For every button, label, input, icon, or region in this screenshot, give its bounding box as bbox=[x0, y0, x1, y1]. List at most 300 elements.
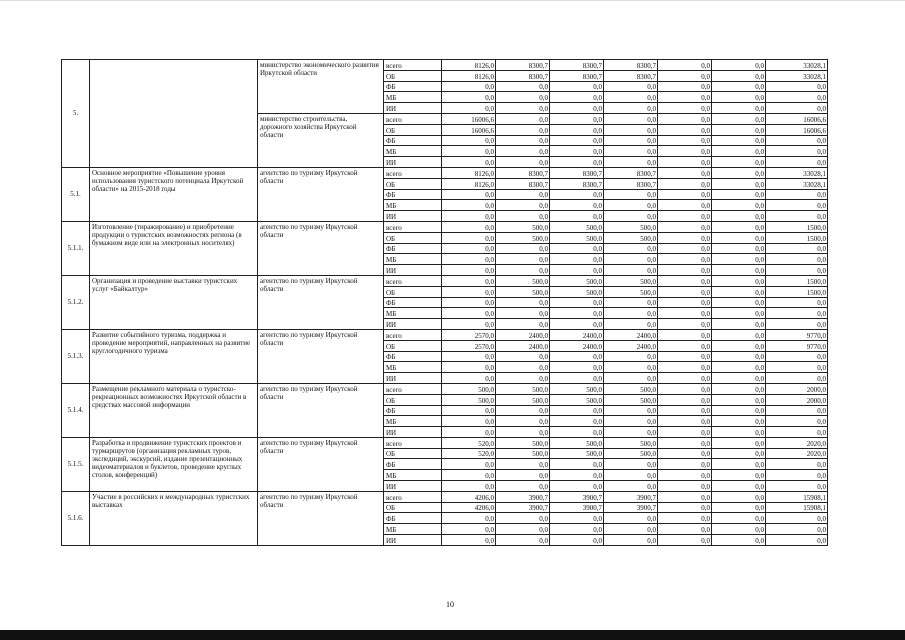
amount-cell: 0,0 bbox=[658, 167, 712, 178]
amount-cell: 0,0 bbox=[658, 286, 712, 297]
funding-source: всего bbox=[384, 437, 442, 448]
amount-cell: 1500,0 bbox=[766, 275, 828, 286]
amount-cell: 500,0 bbox=[496, 437, 550, 448]
amount-cell: 0,0 bbox=[766, 362, 828, 373]
funding-source: МБ bbox=[384, 92, 442, 103]
scan-bottom-edge bbox=[0, 630, 905, 640]
amount-cell: 8300,7 bbox=[550, 60, 604, 71]
amount-cell: 0,0 bbox=[658, 157, 712, 168]
amount-cell: 0,0 bbox=[496, 373, 550, 384]
amount-cell: 500,0 bbox=[604, 232, 658, 243]
table-row bbox=[62, 167, 828, 178]
amount-cell: 0,0 bbox=[658, 113, 712, 124]
amount-cell: 0,0 bbox=[658, 524, 712, 535]
amount-cell: 0,0 bbox=[658, 243, 712, 254]
amount-cell: 0,0 bbox=[442, 535, 496, 546]
amount-cell: 0,0 bbox=[550, 254, 604, 265]
event-name: Размещение рекламного материала о туристско-рекреационных возможностях Иркутской области в средствах массовой информации bbox=[90, 383, 258, 437]
row-number: 5.1.1. bbox=[62, 221, 90, 275]
amount-cell: 0,0 bbox=[496, 513, 550, 524]
funding-source: всего bbox=[384, 60, 442, 71]
funding-source: МБ bbox=[384, 416, 442, 427]
amount-cell: 8300,7 bbox=[550, 178, 604, 189]
amount-cell: 0,0 bbox=[658, 221, 712, 232]
amount-cell: 33028,1 bbox=[766, 60, 828, 71]
funding-source: всего bbox=[384, 275, 442, 286]
amount-cell: 0,0 bbox=[712, 167, 766, 178]
amount-cell: 0,0 bbox=[496, 243, 550, 254]
executor-name: агентство по туризму Иркутской области bbox=[258, 383, 384, 437]
amount-cell: 0,0 bbox=[604, 211, 658, 222]
row-number: 5. bbox=[62, 60, 90, 168]
amount-cell: 0,0 bbox=[658, 60, 712, 71]
amount-cell: 0,0 bbox=[496, 427, 550, 438]
amount-cell: 0,0 bbox=[604, 124, 658, 135]
amount-cell: 0,0 bbox=[496, 113, 550, 124]
amount-cell: 0,0 bbox=[550, 135, 604, 146]
funding-source: всего bbox=[384, 113, 442, 124]
amount-cell: 1500,0 bbox=[766, 221, 828, 232]
amount-cell: 0,0 bbox=[496, 416, 550, 427]
amount-cell: 0,0 bbox=[604, 157, 658, 168]
funding-source: ИИ bbox=[384, 103, 442, 114]
amount-cell: 0,0 bbox=[550, 243, 604, 254]
amount-cell: 0,0 bbox=[550, 113, 604, 124]
amount-cell: 0,0 bbox=[766, 254, 828, 265]
funding-source: ФБ bbox=[384, 81, 442, 92]
amount-cell: 8300,7 bbox=[604, 167, 658, 178]
row-number: 5.1.2. bbox=[62, 275, 90, 329]
amount-cell: 0,0 bbox=[712, 146, 766, 157]
amount-cell: 0,0 bbox=[658, 319, 712, 330]
amount-cell: 0,0 bbox=[442, 103, 496, 114]
amount-cell: 0,0 bbox=[658, 308, 712, 319]
funding-source: ОБ bbox=[384, 340, 442, 351]
amount-cell: 0,0 bbox=[658, 200, 712, 211]
amount-cell: 500,0 bbox=[496, 394, 550, 405]
amount-cell: 0,0 bbox=[496, 319, 550, 330]
table-row bbox=[62, 383, 828, 394]
amount-cell: 0,0 bbox=[766, 319, 828, 330]
amount-cell: 8300,7 bbox=[604, 60, 658, 71]
amount-cell: 0,0 bbox=[766, 135, 828, 146]
amount-cell: 500,0 bbox=[604, 448, 658, 459]
funding-source: МБ bbox=[384, 200, 442, 211]
table-row bbox=[62, 437, 828, 448]
budget-table bbox=[61, 59, 828, 546]
amount-cell: 0,0 bbox=[766, 81, 828, 92]
amount-cell: 500,0 bbox=[550, 394, 604, 405]
amount-cell: 500,0 bbox=[550, 286, 604, 297]
amount-cell: 0,0 bbox=[604, 243, 658, 254]
amount-cell: 500,0 bbox=[496, 448, 550, 459]
amount-cell: 0,0 bbox=[658, 297, 712, 308]
funding-source: ОБ bbox=[384, 502, 442, 513]
amount-cell: 0,0 bbox=[766, 373, 828, 384]
funding-source: ОБ bbox=[384, 394, 442, 405]
amount-cell: 0,0 bbox=[496, 124, 550, 135]
amount-cell: 0,0 bbox=[658, 103, 712, 114]
funding-source: ИИ bbox=[384, 211, 442, 222]
amount-cell: 0,0 bbox=[658, 416, 712, 427]
amount-cell: 0,0 bbox=[442, 319, 496, 330]
amount-cell: 0,0 bbox=[658, 329, 712, 340]
amount-cell: 0,0 bbox=[442, 459, 496, 470]
amount-cell: 0,0 bbox=[712, 405, 766, 416]
amount-cell: 9770,0 bbox=[766, 329, 828, 340]
amount-cell: 0,0 bbox=[604, 92, 658, 103]
amount-cell: 500,0 bbox=[604, 394, 658, 405]
amount-cell: 0,0 bbox=[604, 254, 658, 265]
amount-cell: 0,0 bbox=[442, 362, 496, 373]
amount-cell: 0,0 bbox=[658, 92, 712, 103]
funding-source: ИИ bbox=[384, 427, 442, 438]
amount-cell: 0,0 bbox=[712, 329, 766, 340]
amount-cell: 2400,0 bbox=[496, 329, 550, 340]
amount-cell: 0,0 bbox=[496, 405, 550, 416]
amount-cell: 0,0 bbox=[658, 351, 712, 362]
amount-cell: 8300,7 bbox=[496, 167, 550, 178]
funding-source: всего bbox=[384, 167, 442, 178]
amount-cell: 0,0 bbox=[604, 113, 658, 124]
amount-cell: 0,0 bbox=[712, 362, 766, 373]
amount-cell: 0,0 bbox=[442, 275, 496, 286]
event-name: Разработка и продвижение туристских проектов и турмаршрутов (организация рекламных туров, экспедиций, экскурсий, издание презентационных видеоматериалов и буклетов, проведение круглых столов, конференций) bbox=[90, 437, 258, 491]
amount-cell: 0,0 bbox=[604, 189, 658, 200]
amount-cell: 0,0 bbox=[658, 427, 712, 438]
amount-cell: 0,0 bbox=[442, 416, 496, 427]
amount-cell: 2570,0 bbox=[442, 340, 496, 351]
amount-cell: 16006,6 bbox=[766, 124, 828, 135]
amount-cell: 0,0 bbox=[604, 470, 658, 481]
amount-cell: 0,0 bbox=[442, 243, 496, 254]
amount-cell: 0,0 bbox=[550, 513, 604, 524]
funding-source: ФБ bbox=[384, 459, 442, 470]
amount-cell: 2400,0 bbox=[604, 340, 658, 351]
event-name: Организация и проведение выставки туристских услуг «Байкалтур» bbox=[90, 275, 258, 329]
funding-source: МБ bbox=[384, 470, 442, 481]
amount-cell: 0,0 bbox=[604, 146, 658, 157]
funding-source: МБ bbox=[384, 524, 442, 535]
amount-cell: 0,0 bbox=[550, 351, 604, 362]
amount-cell: 1500,0 bbox=[766, 286, 828, 297]
amount-cell: 0,0 bbox=[658, 362, 712, 373]
amount-cell: 0,0 bbox=[604, 513, 658, 524]
amount-cell: 8300,7 bbox=[496, 60, 550, 71]
amount-cell: 0,0 bbox=[442, 470, 496, 481]
amount-cell: 0,0 bbox=[712, 524, 766, 535]
funding-source: МБ bbox=[384, 308, 442, 319]
amount-cell: 8126,0 bbox=[442, 178, 496, 189]
funding-source: ФБ bbox=[384, 351, 442, 362]
amount-cell: 0,0 bbox=[604, 416, 658, 427]
executor-name: агентство по туризму Иркутской области bbox=[258, 167, 384, 221]
funding-source: ФБ bbox=[384, 189, 442, 200]
amount-cell: 0,0 bbox=[766, 103, 828, 114]
amount-cell: 500,0 bbox=[442, 394, 496, 405]
funding-source: ФБ bbox=[384, 405, 442, 416]
amount-cell: 0,0 bbox=[766, 265, 828, 276]
amount-cell: 0,0 bbox=[550, 470, 604, 481]
amount-cell: 0,0 bbox=[604, 524, 658, 535]
amount-cell: 0,0 bbox=[712, 427, 766, 438]
amount-cell: 500,0 bbox=[604, 221, 658, 232]
amount-cell: 520,0 bbox=[442, 437, 496, 448]
executor-name: министерство строительства, дорожного хозяйства Иркутской области bbox=[258, 113, 384, 167]
funding-source: ИИ bbox=[384, 481, 442, 492]
amount-cell: 0,0 bbox=[442, 254, 496, 265]
amount-cell: 0,0 bbox=[550, 189, 604, 200]
amount-cell: 0,0 bbox=[442, 405, 496, 416]
amount-cell: 0,0 bbox=[604, 535, 658, 546]
amount-cell: 0,0 bbox=[766, 211, 828, 222]
amount-cell: 0,0 bbox=[550, 146, 604, 157]
amount-cell: 0,0 bbox=[604, 297, 658, 308]
amount-cell: 3900,7 bbox=[550, 502, 604, 513]
amount-cell: 3900,7 bbox=[550, 491, 604, 502]
amount-cell: 0,0 bbox=[658, 491, 712, 502]
amount-cell: 0,0 bbox=[496, 135, 550, 146]
table-row bbox=[62, 329, 828, 340]
amount-cell: 3900,7 bbox=[604, 491, 658, 502]
amount-cell: 0,0 bbox=[550, 308, 604, 319]
amount-cell: 0,0 bbox=[550, 157, 604, 168]
amount-cell: 0,0 bbox=[712, 211, 766, 222]
amount-cell: 0,0 bbox=[496, 92, 550, 103]
executor-name: министерство экономического развития Иркутской области bbox=[258, 60, 384, 114]
amount-cell: 0,0 bbox=[442, 81, 496, 92]
amount-cell: 0,0 bbox=[712, 459, 766, 470]
amount-cell: 16006,6 bbox=[766, 113, 828, 124]
amount-cell: 33028,1 bbox=[766, 167, 828, 178]
amount-cell: 0,0 bbox=[496, 351, 550, 362]
amount-cell: 0,0 bbox=[496, 146, 550, 157]
amount-cell: 0,0 bbox=[712, 92, 766, 103]
amount-cell: 8300,7 bbox=[496, 178, 550, 189]
amount-cell: 33028,1 bbox=[766, 178, 828, 189]
amount-cell: 0,0 bbox=[496, 535, 550, 546]
amount-cell: 0,0 bbox=[442, 481, 496, 492]
page-number: 10 bbox=[446, 600, 454, 609]
amount-cell: 0,0 bbox=[604, 351, 658, 362]
event-name: Изготовление (тиражирование) и приобретение продукции о туристских возможностях региона (в бумажном виде или на электронных носителях) bbox=[90, 221, 258, 275]
amount-cell: 500,0 bbox=[496, 275, 550, 286]
amount-cell: 0,0 bbox=[766, 459, 828, 470]
amount-cell: 0,0 bbox=[496, 362, 550, 373]
amount-cell: 3900,7 bbox=[496, 502, 550, 513]
amount-cell: 0,0 bbox=[712, 297, 766, 308]
amount-cell: 0,0 bbox=[712, 81, 766, 92]
funding-source: ОБ bbox=[384, 70, 442, 81]
table-body bbox=[62, 60, 828, 546]
amount-cell: 2000,0 bbox=[766, 383, 828, 394]
amount-cell: 0,0 bbox=[712, 70, 766, 81]
amount-cell: 500,0 bbox=[550, 383, 604, 394]
funding-source: ОБ bbox=[384, 178, 442, 189]
amount-cell: 9770,0 bbox=[766, 340, 828, 351]
amount-cell: 0,0 bbox=[712, 157, 766, 168]
table-row bbox=[62, 60, 828, 71]
amount-cell: 500,0 bbox=[496, 232, 550, 243]
page-top-edge bbox=[0, 0, 905, 1]
amount-cell: 0,0 bbox=[766, 524, 828, 535]
amount-cell: 0,0 bbox=[658, 178, 712, 189]
amount-cell: 0,0 bbox=[604, 319, 658, 330]
amount-cell: 0,0 bbox=[658, 535, 712, 546]
funding-source: всего bbox=[384, 329, 442, 340]
funding-source: ФБ bbox=[384, 243, 442, 254]
amount-cell: 3900,7 bbox=[604, 502, 658, 513]
amount-cell: 500,0 bbox=[604, 275, 658, 286]
amount-cell: 0,0 bbox=[658, 513, 712, 524]
amount-cell: 0,0 bbox=[712, 502, 766, 513]
amount-cell: 0,0 bbox=[604, 200, 658, 211]
funding-source: ФБ bbox=[384, 297, 442, 308]
amount-cell: 0,0 bbox=[604, 265, 658, 276]
amount-cell: 0,0 bbox=[442, 513, 496, 524]
amount-cell: 0,0 bbox=[712, 448, 766, 459]
row-number: 5.1.3. bbox=[62, 329, 90, 383]
amount-cell: 0,0 bbox=[658, 502, 712, 513]
amount-cell: 15908,1 bbox=[766, 502, 828, 513]
amount-cell: 0,0 bbox=[550, 459, 604, 470]
amount-cell: 15908,1 bbox=[766, 491, 828, 502]
amount-cell: 0,0 bbox=[496, 81, 550, 92]
amount-cell: 2400,0 bbox=[496, 340, 550, 351]
amount-cell: 0,0 bbox=[658, 383, 712, 394]
amount-cell: 0,0 bbox=[712, 103, 766, 114]
amount-cell: 0,0 bbox=[712, 265, 766, 276]
event-name bbox=[90, 60, 258, 168]
amount-cell: 0,0 bbox=[658, 265, 712, 276]
amount-cell: 500,0 bbox=[496, 383, 550, 394]
amount-cell: 0,0 bbox=[658, 470, 712, 481]
amount-cell: 520,0 bbox=[442, 448, 496, 459]
amount-cell: 0,0 bbox=[658, 448, 712, 459]
amount-cell: 0,0 bbox=[496, 103, 550, 114]
event-name: Основное мероприятие «Повышение уровня использования туристского потенциала Иркутской области» на 2015-2018 годы bbox=[90, 167, 258, 221]
amount-cell: 0,0 bbox=[442, 135, 496, 146]
amount-cell: 0,0 bbox=[442, 200, 496, 211]
amount-cell: 0,0 bbox=[712, 383, 766, 394]
amount-cell: 2400,0 bbox=[550, 340, 604, 351]
table-row bbox=[62, 221, 828, 232]
amount-cell: 0,0 bbox=[712, 394, 766, 405]
amount-cell: 0,0 bbox=[550, 481, 604, 492]
amount-cell: 500,0 bbox=[550, 275, 604, 286]
amount-cell: 0,0 bbox=[496, 481, 550, 492]
amount-cell: 0,0 bbox=[766, 146, 828, 157]
amount-cell: 0,0 bbox=[550, 200, 604, 211]
amount-cell: 0,0 bbox=[712, 340, 766, 351]
funding-source: ОБ bbox=[384, 124, 442, 135]
amount-cell: 0,0 bbox=[658, 189, 712, 200]
amount-cell: 0,0 bbox=[604, 362, 658, 373]
amount-cell: 0,0 bbox=[496, 189, 550, 200]
row-number: 5.1.4. bbox=[62, 383, 90, 437]
executor-name: агентство по туризму Иркутской области bbox=[258, 221, 384, 275]
amount-cell: 0,0 bbox=[712, 535, 766, 546]
amount-cell: 0,0 bbox=[442, 92, 496, 103]
amount-cell: 0,0 bbox=[766, 535, 828, 546]
amount-cell: 0,0 bbox=[658, 81, 712, 92]
executor-name: агентство по туризму Иркутской области bbox=[258, 329, 384, 383]
amount-cell: 0,0 bbox=[550, 427, 604, 438]
amount-cell: 500,0 bbox=[550, 232, 604, 243]
amount-cell: 0,0 bbox=[658, 459, 712, 470]
amount-cell: 2020,0 bbox=[766, 437, 828, 448]
amount-cell: 0,0 bbox=[496, 157, 550, 168]
amount-cell: 0,0 bbox=[550, 103, 604, 114]
amount-cell: 0,0 bbox=[442, 189, 496, 200]
amount-cell: 0,0 bbox=[442, 286, 496, 297]
amount-cell: 0,0 bbox=[658, 254, 712, 265]
amount-cell: 0,0 bbox=[712, 221, 766, 232]
funding-source: МБ bbox=[384, 146, 442, 157]
funding-source: ИИ bbox=[384, 157, 442, 168]
amount-cell: 0,0 bbox=[604, 427, 658, 438]
amount-cell: 0,0 bbox=[496, 265, 550, 276]
funding-source: всего bbox=[384, 491, 442, 502]
amount-cell: 0,0 bbox=[712, 243, 766, 254]
amount-cell: 8126,0 bbox=[442, 167, 496, 178]
amount-cell: 0,0 bbox=[766, 200, 828, 211]
amount-cell: 0,0 bbox=[712, 308, 766, 319]
funding-source: ОБ bbox=[384, 448, 442, 459]
funding-source: ФБ bbox=[384, 513, 442, 524]
row-number: 5.1.6. bbox=[62, 491, 90, 545]
amount-cell: 0,0 bbox=[604, 405, 658, 416]
amount-cell: 0,0 bbox=[712, 60, 766, 71]
amount-cell: 16006,6 bbox=[442, 124, 496, 135]
amount-cell: 0,0 bbox=[550, 362, 604, 373]
amount-cell: 500,0 bbox=[604, 437, 658, 448]
amount-cell: 0,0 bbox=[550, 535, 604, 546]
amount-cell: 0,0 bbox=[550, 124, 604, 135]
amount-cell: 0,0 bbox=[496, 459, 550, 470]
amount-cell: 2400,0 bbox=[604, 329, 658, 340]
table-row bbox=[62, 275, 828, 286]
amount-cell: 8126,0 bbox=[442, 70, 496, 81]
amount-cell: 0,0 bbox=[604, 373, 658, 384]
amount-cell: 0,0 bbox=[712, 481, 766, 492]
amount-cell: 0,0 bbox=[496, 470, 550, 481]
amount-cell: 0,0 bbox=[712, 113, 766, 124]
funding-source: всего bbox=[384, 383, 442, 394]
amount-cell: 0,0 bbox=[658, 437, 712, 448]
amount-cell: 0,0 bbox=[442, 373, 496, 384]
amount-cell: 0,0 bbox=[442, 308, 496, 319]
funding-source: ИИ bbox=[384, 535, 442, 546]
amount-cell: 0,0 bbox=[658, 373, 712, 384]
amount-cell: 0,0 bbox=[766, 243, 828, 254]
amount-cell: 0,0 bbox=[550, 405, 604, 416]
amount-cell: 4206,0 bbox=[442, 502, 496, 513]
funding-source: ОБ bbox=[384, 232, 442, 243]
amount-cell: 0,0 bbox=[658, 275, 712, 286]
amount-cell: 8300,7 bbox=[550, 70, 604, 81]
amount-cell: 0,0 bbox=[604, 135, 658, 146]
amount-cell: 0,0 bbox=[712, 178, 766, 189]
amount-cell: 0,0 bbox=[442, 265, 496, 276]
funding-source: МБ bbox=[384, 254, 442, 265]
amount-cell: 500,0 bbox=[604, 383, 658, 394]
amount-cell: 0,0 bbox=[712, 437, 766, 448]
amount-cell: 0,0 bbox=[442, 427, 496, 438]
amount-cell: 0,0 bbox=[712, 135, 766, 146]
amount-cell: 500,0 bbox=[604, 286, 658, 297]
amount-cell: 0,0 bbox=[766, 189, 828, 200]
